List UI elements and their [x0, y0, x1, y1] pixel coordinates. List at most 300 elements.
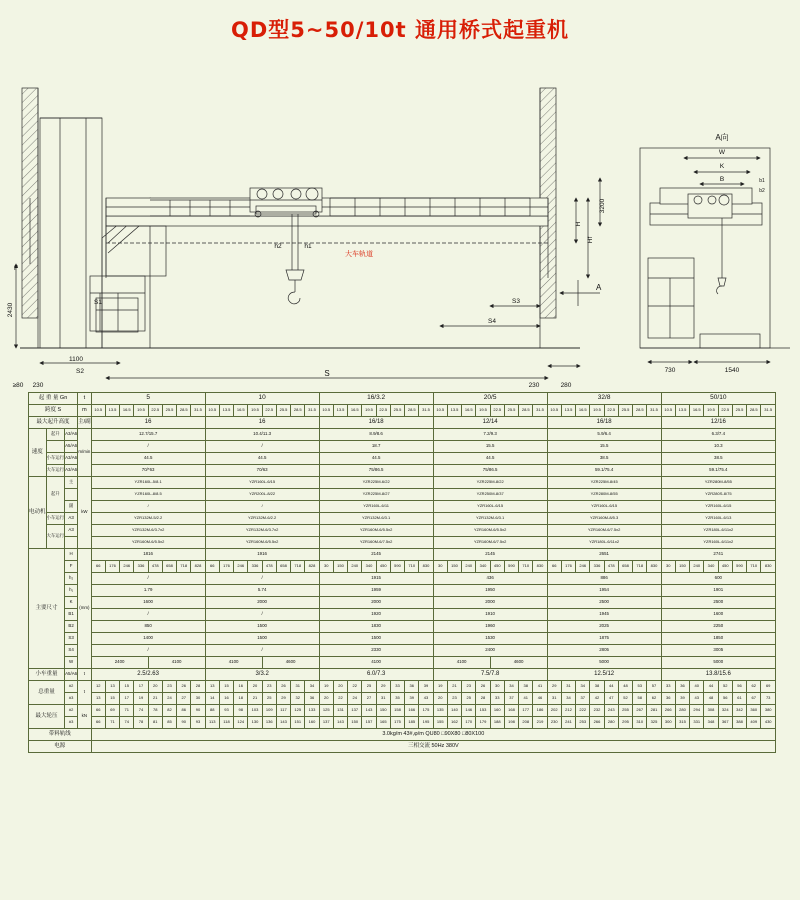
tw-cell: 46 [533, 693, 547, 705]
row-sublabel-lift: 主/副 [78, 417, 92, 429]
mw-cell: 158 [390, 705, 404, 717]
span-cell: 28.5 [291, 405, 305, 417]
mw-cell: 150 [348, 717, 362, 729]
speed-value: 59.1/75.4 [547, 465, 661, 477]
motor-value: YZR132M-6/3.1 [433, 513, 547, 525]
dim-s4-label: S4 [488, 318, 496, 325]
tw-cell: 20 [333, 681, 347, 693]
mw-cell: 325 [647, 717, 661, 729]
row-label-span: 跨度 S [29, 405, 78, 417]
mw-cell: 212 [561, 705, 575, 717]
dim-row-label: F [65, 561, 78, 573]
dim-cell: 176 [561, 561, 575, 573]
dim-730-label: 730 [664, 367, 676, 374]
dim-value: 1945 [547, 609, 661, 621]
mw-cell: 143 [362, 705, 376, 717]
mw-cell: 266 [661, 705, 675, 717]
mw-cell: 130 [248, 717, 262, 729]
mw-cell: 133 [305, 705, 319, 717]
mw-cell: 170 [462, 717, 476, 729]
dim-row-label: B1 [65, 609, 78, 621]
mw-cell: 71 [105, 717, 119, 729]
mw-cell: 219 [533, 717, 547, 729]
span-cell: 19.5 [590, 405, 604, 417]
span-cell: 16.5 [234, 405, 248, 417]
dim-b-label: B [719, 176, 725, 183]
motor-value: YZR160M-6/7.5x2 [319, 537, 433, 549]
dim-value: 2500 [547, 597, 661, 609]
dim-value: 3005 [661, 645, 775, 657]
dim-cell: 658 [276, 561, 290, 573]
mw-cell: 241 [561, 717, 575, 729]
span-cell: 19.5 [362, 405, 376, 417]
tw-cell: 33 [390, 681, 404, 693]
tw-cell: 43 [690, 693, 704, 705]
dim-value: 2741 [661, 549, 775, 561]
span-cell: 22.5 [604, 405, 618, 417]
trolley-weight-value: 12.5/12 [547, 669, 661, 681]
motor-value: YZR225M-6/22 [319, 477, 433, 489]
mw-cell: 140 [447, 705, 461, 717]
tw-cell: 41 [533, 681, 547, 693]
row-label-total-weight: 总重量 [29, 681, 65, 705]
tw-cell: 31 [291, 681, 305, 693]
dim-cell: 450 [376, 561, 390, 573]
mw-cell: 331 [690, 717, 704, 729]
mw-cell: 162 [447, 717, 461, 729]
span-cell: 22.5 [262, 405, 276, 417]
span-cell: 31.5 [647, 405, 661, 417]
dim-cell: 30 [433, 561, 447, 573]
dim-value: 1960 [433, 621, 547, 633]
mw-cell: 71 [120, 705, 134, 717]
speed-row-grade: A5/A6 [65, 441, 78, 453]
mw-cell: 310 [633, 717, 647, 729]
trolley-weight-value: 3/3.2 [205, 669, 319, 681]
tw-cell: 28 [191, 681, 205, 693]
dim-cell: 240 [348, 561, 362, 573]
mw-cell: 324 [718, 705, 732, 717]
mw-cell: 280 [675, 705, 689, 717]
mw-cell: 143 [276, 717, 290, 729]
dim-value: 1600 [91, 597, 205, 609]
dim-cell: 4100 [205, 657, 262, 669]
lift-value: 12/16 [661, 417, 775, 429]
dim-w-label: W [718, 149, 726, 156]
motor-value: YZR160M-6/5.5x2 [433, 525, 547, 537]
tw-cell: 36 [675, 681, 689, 693]
span-cell: 28.5 [633, 405, 647, 417]
span-cell: 13.5 [333, 405, 347, 417]
trolley-weight-value: 2.5/2.63 [91, 669, 205, 681]
power-rail-value: 3.0kg/m 43#,φ/m QU80 □90X80 □80X100 [91, 729, 775, 741]
span-cell: 13.5 [447, 405, 461, 417]
tw-cell: 52 [618, 693, 632, 705]
span-cell: 13.5 [105, 405, 119, 417]
max-wheel-sub: #3 [65, 717, 78, 729]
mw-cell: 146 [462, 705, 476, 717]
tw-cell: 34 [305, 681, 319, 693]
speed-value: 59.1/75.4 [661, 465, 775, 477]
mw-cell: 82 [162, 705, 176, 717]
span-cell: 25.5 [618, 405, 632, 417]
speed-value: 70/*63 [91, 465, 205, 477]
tw-cell: 30 [191, 693, 205, 705]
dim-3200-label: 3200 [599, 198, 606, 214]
dim-value: 1875 [547, 633, 661, 645]
dim-cell: 478 [148, 561, 162, 573]
max-wheel-sub: #2 [65, 705, 78, 717]
dim-value: / [205, 609, 319, 621]
motor-value: YZR160L-8/8.5 [91, 489, 205, 501]
mw-cell: 409 [747, 717, 761, 729]
mw-cell: 253 [576, 717, 590, 729]
tw-cell: 13 [91, 693, 105, 705]
motor-value: YZR180L-6/11x2 [661, 525, 775, 537]
unit-trolley-weight: t [78, 669, 92, 681]
tw-cell: 47 [604, 693, 618, 705]
tw-cell: 26 [276, 681, 290, 693]
mw-cell: 151 [291, 717, 305, 729]
dim-cell: 590 [390, 561, 404, 573]
speed-value: 15.5 [433, 441, 547, 453]
mw-cell: 300 [661, 717, 675, 729]
tw-cell: 48 [704, 693, 718, 705]
speed-row-label: 大车运行 [46, 465, 65, 477]
dim-cell: 4600 [262, 657, 319, 669]
dim-value: 5.74 [205, 585, 319, 597]
dim-cell: 5000 [661, 657, 775, 669]
dim-row-label: S3 [65, 633, 78, 645]
dim-value: 1920 [319, 609, 433, 621]
tw-cell: 25 [362, 681, 376, 693]
tw-cell: 23 [447, 693, 461, 705]
speed-row-label [46, 441, 65, 453]
dim-cell: 336 [248, 561, 262, 573]
dim-value: 2400 [433, 645, 547, 657]
dim-value: 2651 [547, 549, 661, 561]
motor-value: YZR160L-6/15 [433, 501, 547, 513]
group-label-motor: 电动机 [29, 477, 47, 549]
span-cell: 22.5 [376, 405, 390, 417]
span-cell: 10.5 [433, 405, 447, 417]
mw-cell: 69 [105, 705, 119, 717]
view-arrow-label: A [596, 283, 602, 292]
motor-value: YZR280M-8/55 [547, 489, 661, 501]
mw-cell: 113 [205, 717, 219, 729]
mw-cell: 280 [604, 717, 618, 729]
dim-b1-label: b1 [759, 178, 765, 184]
tw-cell: 17 [134, 681, 148, 693]
tw-cell: 29 [376, 681, 390, 693]
capacity-1: 10 [205, 393, 319, 405]
tw-cell: 38 [590, 681, 604, 693]
mw-cell: 255 [618, 705, 632, 717]
dim-cell: 30 [319, 561, 333, 573]
dim-cell: 150 [333, 561, 347, 573]
tw-cell: 13 [205, 681, 219, 693]
speed-value: 44.5 [319, 453, 433, 465]
dim-value: 1500 [205, 621, 319, 633]
motor-value: YZR160L-6/15 [661, 501, 775, 513]
dim-value: 1816 [91, 549, 205, 561]
motor-value: / [91, 501, 205, 513]
mw-cell: 294 [690, 705, 704, 717]
motor-row-label: 大车运行 [46, 525, 65, 549]
tw-cell: 20 [319, 693, 333, 705]
mw-cell: 342 [732, 705, 746, 717]
tw-cell: 62 [747, 681, 761, 693]
dim-value: 2025 [547, 621, 661, 633]
dim-h-label: H [575, 221, 582, 227]
mw-cell: 430 [761, 717, 776, 729]
tw-cell: 23 [262, 681, 276, 693]
mw-cell: 177 [519, 705, 533, 717]
view-label-a: A向 [715, 133, 729, 142]
motor-value: YZR160M-6/5.5x2 [91, 537, 205, 549]
motor-value: YZR280S-8/75 [661, 489, 775, 501]
mw-cell: 195 [419, 717, 433, 729]
dim-cell: 590 [504, 561, 518, 573]
dim-value: 1915 [319, 573, 433, 585]
dim-value: / [91, 573, 205, 585]
page-title: QD型5~50/10t 通用桥式起重机 [231, 18, 569, 42]
tw-cell: 20 [148, 681, 162, 693]
speed-row-label: 小车运行 [46, 453, 65, 465]
row-label-capacity: 起 重 量 Gn [29, 393, 78, 405]
mw-cell: 81 [148, 717, 162, 729]
mw-cell: 118 [219, 717, 233, 729]
span-cell: 10.5 [91, 405, 105, 417]
dim-f-label: F [14, 265, 18, 272]
tw-cell: 44 [704, 681, 718, 693]
speed-value: 7.2/9.3 [433, 429, 547, 441]
tw-cell: 22 [333, 693, 347, 705]
mw-cell: 230 [547, 717, 561, 729]
dim-1540-label: 1540 [724, 367, 740, 374]
motor-row-sub: 主 [65, 477, 78, 489]
speed-value: 15.5 [547, 441, 661, 453]
tw-cell: 42 [590, 693, 604, 705]
mw-cell: 232 [590, 705, 604, 717]
motor-value: YZR250M-8/37 [433, 489, 547, 501]
mw-cell: 168 [504, 705, 518, 717]
dim-cell: 246 [576, 561, 590, 573]
dim-value: / [91, 645, 205, 657]
dim-value: 600 [661, 573, 775, 585]
row-label-trolley-weight: 小车重量 [29, 669, 65, 681]
tw-cell: 34 [561, 693, 575, 705]
dim-cell: 66 [91, 561, 105, 573]
tw-cell: 52 [718, 681, 732, 693]
motor-value: YZR160L-6/11 [319, 501, 433, 513]
dim-cell: 830 [761, 561, 776, 573]
motor-value: YZR160M-8/5.3 [547, 513, 661, 525]
dim-cell: 4100 [319, 657, 433, 669]
span-cell: 28.5 [519, 405, 533, 417]
tw-cell: 28 [476, 693, 490, 705]
dim-value: 1500 [205, 633, 319, 645]
tw-cell: 36 [661, 693, 675, 705]
tw-cell: 33 [661, 681, 675, 693]
dim-cell: 340 [704, 561, 718, 573]
dim-cell: 658 [162, 561, 176, 573]
mw-cell: 295 [618, 717, 632, 729]
mw-cell: 93 [219, 705, 233, 717]
mw-cell: 124 [234, 717, 248, 729]
motor-value: YZR160L-6/15 [205, 477, 319, 489]
tw-cell: 57 [647, 681, 661, 693]
tw-cell: 67 [747, 693, 761, 705]
capacity-3: 20/5 [433, 393, 547, 405]
span-cell: 22.5 [718, 405, 732, 417]
mw-cell: 125 [291, 705, 305, 717]
row-label-source: 电源 [29, 741, 92, 753]
span-cell: 25.5 [276, 405, 290, 417]
dim-value: 1950 [433, 585, 547, 597]
tw-cell: 20 [248, 681, 262, 693]
spec-table-wrap [28, 392, 776, 753]
motor-value: YZR132M-6/3.7x2 [91, 525, 205, 537]
dim-value: 1830 [319, 621, 433, 633]
tw-cell: 39 [405, 693, 419, 705]
unit-dim: (mm) [78, 549, 92, 669]
dim-value: 2250 [661, 621, 775, 633]
technical-drawing [0, 48, 800, 388]
speed-row-grade: A3/A6 [65, 429, 78, 441]
span-cell: 16.5 [462, 405, 476, 417]
tw-cell: 19 [134, 693, 148, 705]
speed-value: 38.5 [547, 453, 661, 465]
unit-motor: kW [78, 477, 92, 549]
motor-row-label: 小车运行 [46, 513, 65, 525]
tw-cell: 56 [718, 693, 732, 705]
tw-cell: 29 [276, 693, 290, 705]
tw-cell: 32 [291, 693, 305, 705]
mw-cell: 136 [262, 717, 276, 729]
tw-cell: 31 [376, 693, 390, 705]
dim-value: 2000 [319, 597, 433, 609]
speed-value: 70/63 [205, 465, 319, 477]
tw-cell: 26 [177, 681, 191, 693]
span-cell: 16.5 [690, 405, 704, 417]
dim-80-label: ≥80 [12, 382, 24, 388]
span-cell: 25.5 [732, 405, 746, 417]
span-cell: 10.5 [319, 405, 333, 417]
tw-cell: 27 [177, 693, 191, 705]
motor-value: YZR160L-6/15 [547, 501, 661, 513]
dim-cell: 5000 [547, 657, 661, 669]
mw-cell: 85 [162, 717, 176, 729]
dim-h1-label: h1 [304, 243, 312, 250]
span-cell: 25.5 [390, 405, 404, 417]
span-cell: 13.5 [675, 405, 689, 417]
unit-total-weight: t [78, 681, 92, 705]
tw-cell: 15 [219, 681, 233, 693]
dim-value: 1910 [433, 609, 547, 621]
mw-cell: 267 [633, 705, 647, 717]
tw-cell: 53 [633, 681, 647, 693]
tw-cell: 21 [248, 693, 262, 705]
dim-value: 2805 [547, 645, 661, 657]
dim-value: 436 [433, 573, 547, 585]
dim-cell: 478 [604, 561, 618, 573]
dim-cell: 176 [105, 561, 119, 573]
motor-value: YZR225M-8/45 [547, 477, 661, 489]
tw-cell: 69 [761, 681, 776, 693]
mw-cell: 74 [120, 717, 134, 729]
mw-cell: 160 [305, 717, 319, 729]
dim-cell: 4100 [148, 657, 205, 669]
tw-cell: 17 [120, 693, 134, 705]
lift-value: 16/18 [547, 417, 661, 429]
dim-230-right-label: 230 [528, 382, 540, 388]
motor-row-grade: A3 [65, 513, 78, 525]
dim-cell: 246 [120, 561, 134, 573]
mw-cell: 315 [675, 717, 689, 729]
speed-value: 8.9/8.6 [319, 429, 433, 441]
span-cell: 25.5 [162, 405, 176, 417]
mw-cell: 135 [433, 705, 447, 717]
mw-cell: 208 [519, 717, 533, 729]
mw-cell: 98 [234, 705, 248, 717]
span-cell: 10.5 [547, 405, 561, 417]
motor-value: YZR160M-6/5.5x2 [205, 537, 319, 549]
dim-280-label: 280 [560, 382, 572, 388]
mw-cell: 78 [134, 717, 148, 729]
dim-cell: 240 [462, 561, 476, 573]
dim-cell: 830 [419, 561, 433, 573]
mw-cell: 131 [333, 705, 347, 717]
dim-cell: 4600 [490, 657, 547, 669]
tw-cell: 34 [504, 681, 518, 693]
dim-value: / [205, 645, 319, 657]
tw-cell: 38 [519, 681, 533, 693]
mw-cell: 308 [704, 705, 718, 717]
dim-value: 1530 [433, 633, 547, 645]
span-cell: 22.5 [490, 405, 504, 417]
unit-capacity: t [78, 393, 92, 405]
dim-s3-label: S3 [512, 298, 520, 305]
motor-value: YZR160M-6/7.5x2 [433, 537, 547, 549]
dim-cell: 340 [476, 561, 490, 573]
mw-cell: 202 [547, 705, 561, 717]
span-cell: 28.5 [747, 405, 761, 417]
tw-cell: 35 [390, 693, 404, 705]
motor-row-sub: 副 [65, 501, 78, 513]
span-cell: 16.5 [576, 405, 590, 417]
mw-cell: 150 [376, 705, 390, 717]
tw-cell: 37 [504, 693, 518, 705]
dim-cell: 150 [675, 561, 689, 573]
mw-cell: 198 [504, 717, 518, 729]
row-label-lift: 最大起升高度 [29, 417, 78, 429]
dim-value: 2500 [661, 597, 775, 609]
dim-s2-label: S2 [76, 368, 84, 375]
tw-cell: 23 [162, 681, 176, 693]
dim-value: 1600 [661, 609, 775, 621]
dim-value: 1916 [205, 549, 319, 561]
lift-value: 16 [205, 417, 319, 429]
dim-value: 1850 [661, 633, 775, 645]
mw-cell: 166 [405, 705, 419, 717]
span-cell: 16.5 [120, 405, 134, 417]
group-label-speed: 速度 [29, 429, 47, 477]
motor-value: YZR132M-6/3.7x2 [205, 525, 319, 537]
lift-value: 16 [91, 417, 205, 429]
mw-cell: 188 [490, 717, 504, 729]
row-label-max-wheel: 最大轮压 [29, 705, 65, 729]
